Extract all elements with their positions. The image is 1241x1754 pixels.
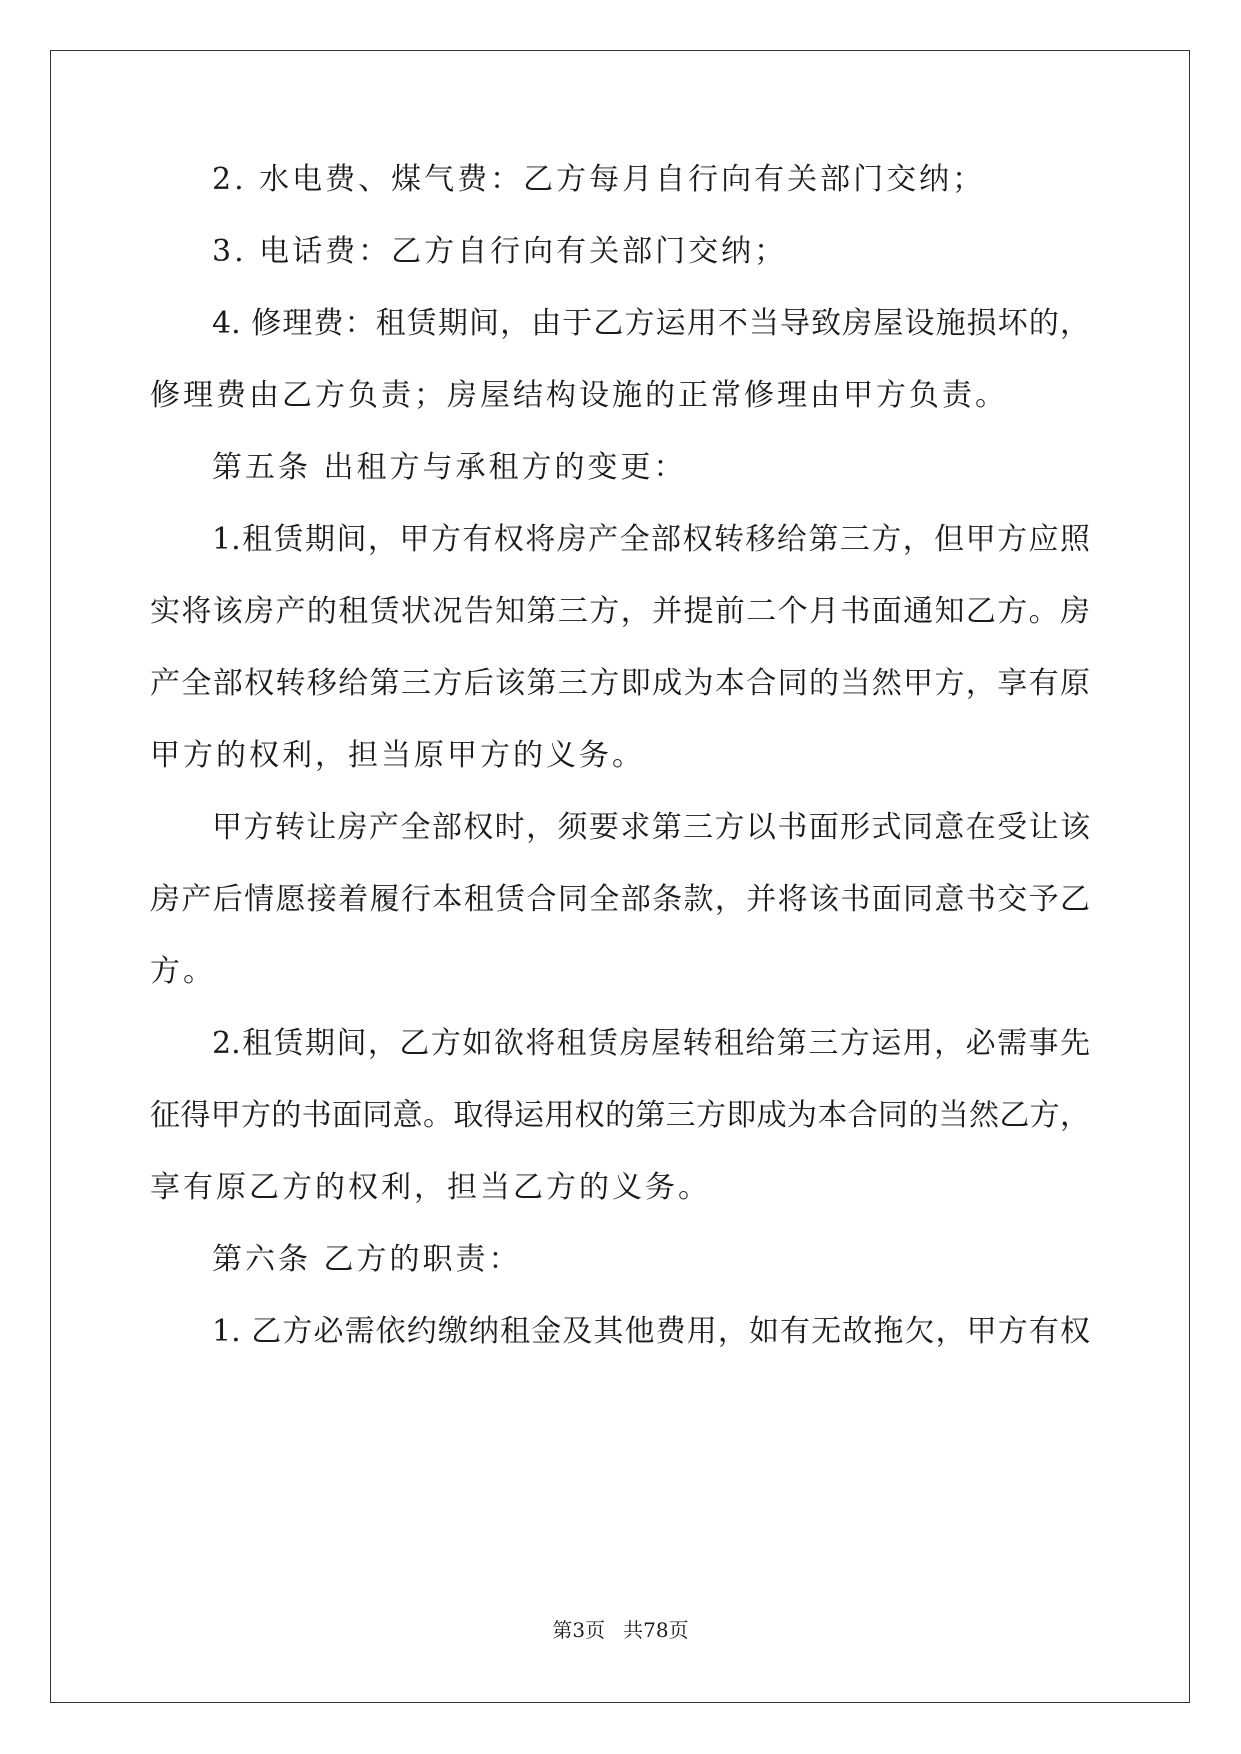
paragraph-line: 2. 水电费、煤气费：乙方每月自行向有关部门交纳； xyxy=(212,162,986,197)
paragraph-line: 甲方转让房产全部权时，须要求第三方以书面形式同意在受让该 xyxy=(212,810,1090,845)
paragraph-line: 修理费由乙方负责；房屋结构设施的正常修理由甲方负责。 xyxy=(150,378,1008,413)
page-footer xyxy=(0,1618,1241,1642)
paragraph-line: 1. 乙方必需依约缴纳租金及其他费用，如有无故拖欠，甲方有权 xyxy=(212,1314,1090,1349)
page-border xyxy=(50,50,1190,1703)
page-total: 共78页 xyxy=(623,1618,689,1642)
paragraph-line: 甲方的权利，担当原甲方的义务。 xyxy=(150,738,645,773)
paragraph-line: 房产后情愿接着履行本租赁合同全部条款，并将该书面同意书交予乙 xyxy=(150,882,1090,917)
paragraph-line: 征得甲方的书面同意。取得运用权的第三方即成为本合同的当然乙方， xyxy=(150,1098,1090,1133)
paragraph-line: 产全部权转移给第三方后该第三方即成为本合同的当然甲方，享有原 xyxy=(150,666,1090,701)
section-heading: 第六条 乙方的职责： xyxy=(212,1242,522,1277)
page-number: 第3页 xyxy=(552,1618,606,1642)
paragraph-line: 3. 电话费：乙方自行向有关部门交纳； xyxy=(212,234,788,269)
paragraph-line: 实将该房产的租赁状况告知第三方，并提前二个月书面通知乙方。房 xyxy=(150,594,1090,629)
paragraph-line: 2.租赁期间，乙方如欲将租赁房屋转租给第三方运用，必需事先 xyxy=(212,1026,1090,1061)
paragraph-line: 方。 xyxy=(150,954,216,989)
paragraph-line: 享有原乙方的权利，担当乙方的义务。 xyxy=(150,1170,711,1205)
section-heading: 第五条 出租方与承租方的变更： xyxy=(212,450,687,485)
paragraph-line: 4. 修理费：租赁期间，由于乙方运用不当导致房屋设施损坏的， xyxy=(212,306,1090,341)
paragraph-line: 1.租赁期间，甲方有权将房产全部权转移给第三方，但甲方应照 xyxy=(212,522,1090,557)
